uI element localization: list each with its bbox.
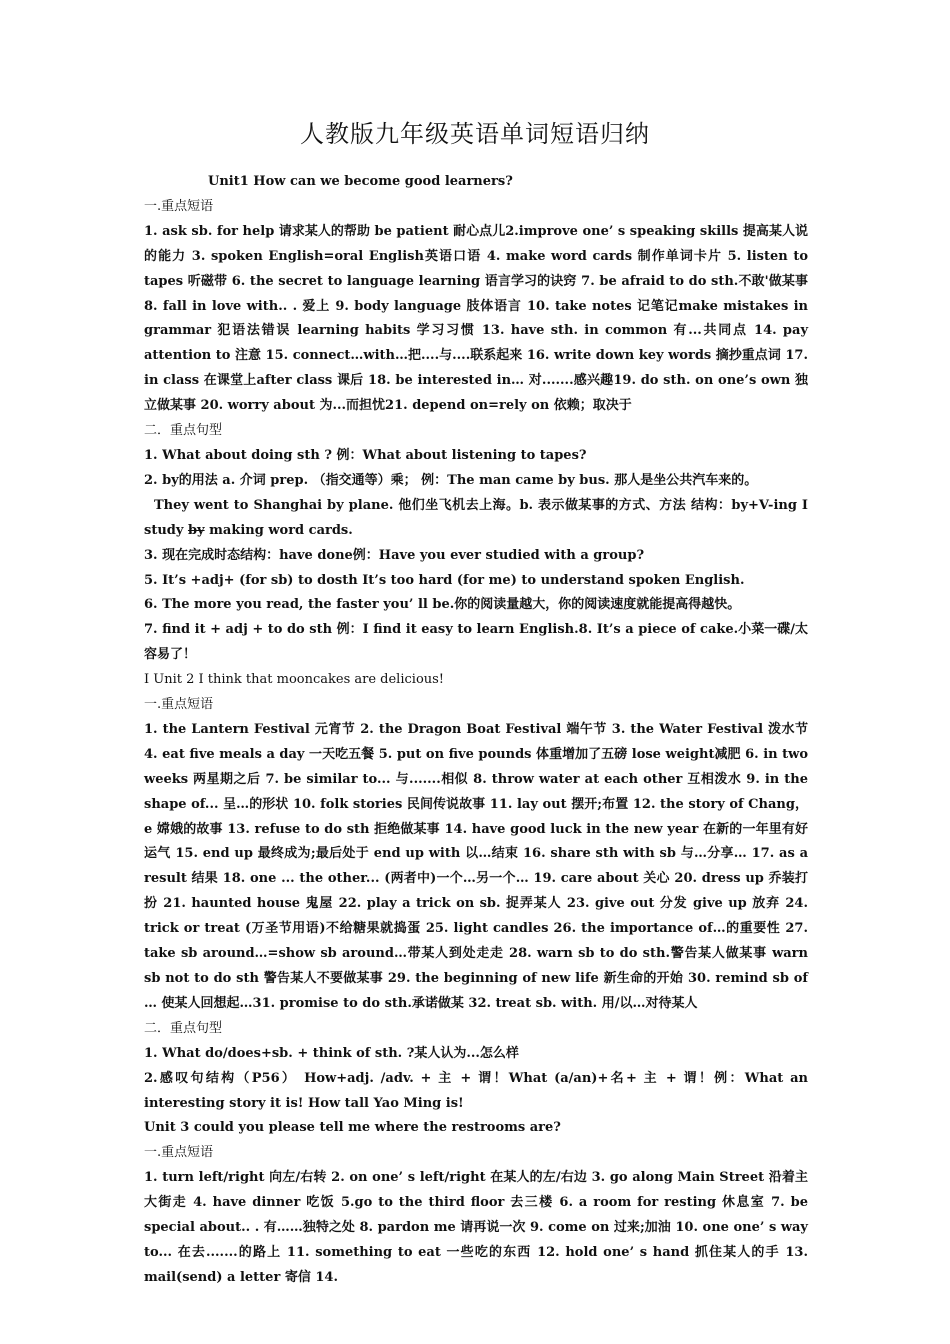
unit2-sentences-heading: 二．重点句型 xyxy=(144,1020,223,1036)
unit1-heading: Unit1 How can we become good learners? xyxy=(208,174,513,189)
unit2-sentence-2: 2.感叹句结构（P56） How+adj. /adv. + 主 + 谓！What (a/an)+名+ 主 + 谓！例：What an interesting story it is! How tall Yao Ming is! xyxy=(144,1070,808,1111)
unit3-heading: Unit 3 could you please tell me where the restrooms are? xyxy=(144,1120,561,1136)
unit1-sentence-1: 1. What about doing sth ? 例：What about listening to tapes? xyxy=(144,447,587,463)
unit1-sentence-6: 6. The more you read, the faster you’ ll be.你的阅读量越大，你的阅读速度就能提高得越快。 xyxy=(144,597,741,613)
unit2-phrases-heading: 一.重点短语 xyxy=(144,697,214,713)
unit1-sentence-5: 5. It’s +adj+ (for sb) to dosth It’s too hard (for me) to understand spoken English. xyxy=(144,572,745,588)
unit1-sentences-heading: 二．重点句型 xyxy=(144,423,223,439)
unit1-phrases-heading: 一.重点短语 xyxy=(144,198,214,214)
unit2-sentence-1: 1. What do/does+sb. + think of sth. ?某人认为...怎么样 xyxy=(144,1045,519,1061)
unit3-phrases: 1. turn left/right 向左/右转 2. on one’ s left/right 在某人的左/右边 3. go along Main Street 沿着主大街走 4. have dinner 吃饭 5.go to the third floor 去三楼 6. a room for resting 休息室 7. be special about.. . 有……独特之处 8. pardon me 请再说一次 9. come on 过来;加油 10. one one’ s way to... 在去.......的路上 11. something to eat 一些吃的东西 12. hold one’ s hand 抓住某人的手 13. mail(send) a letter 寄信 14. xyxy=(144,1170,808,1285)
struck-word: by xyxy=(187,522,205,538)
unit1-sentence-7: 7. find it + adj + to do sth 例：I find it easy to learn English.8. It’s a piece of cake.小菜一碟/太容易了！ xyxy=(144,622,808,663)
unit1-sentence-2b-tail: making word cards. xyxy=(204,522,353,538)
document-body xyxy=(144,170,808,1291)
page-title: 人教版九年级英语单词短语归纳 xyxy=(300,120,650,148)
unit2-phrases: 1. the Lantern Festival 元宵节 2. the Dragon Boat Festival 端午节 3. the Water Festival 泼水节 4. eat five meals a day 一天吃五餐 5. put on five pounds 体重增加了五磅 lose weight减肥 6. in two weeks 两星期之后 7. be similar to... 与.......相似 8. throw water at each other 互相泼水 9. in the shape of... 呈…的形状 10. folk stories 民间传说故事 11. lay out 摆开;布置 12. the story of Chang，e 嫦娥的故事 13. refuse to do sth 拒绝做某事 14. have good luck in the new year 在新的一年里有好运气 15. end up 最终成为;最后处于 end up with 以…结束 16. share sth with sb 与…分享… 17. as a result 结果 18. one ... the other... (两者中)一个…另一个… 19. care about 关心 20. dress up 乔装打扮 21. haunted house 鬼屋 22. play a trick on sb. 捉弄某人 23. give out 分发 give up 放弃 24. trick or treat (万圣节用语)不给糖果就捣蛋 25. light candles 26. the importance of…的重要性 27. take sb around…=show sb around…带某人到处走走 28. warn sb to do sth.警告某人做某事 warn sb not to do sth 警告某人不要做某事 29. the beginning of new life 新生命的开始 30. remind sb of … 使某人回想起…31. promise to do sth.承诺做某 32. treat sb. with. 用/以…对待某人 xyxy=(144,721,808,1011)
unit3-phrases-heading: 一.重点短语 xyxy=(144,1145,214,1161)
unit1-sentence-3: 3. 现在完成时态结构：have done例：Have you ever studied with a group? xyxy=(144,547,645,563)
unit1-sentence-2a: 2. by的用法 a. 介词 prep. （指交通等）乘； 例：The man came by bus. 那人是坐公共汽车来的。 xyxy=(144,472,758,488)
unit2-heading: I Unit 2 I think that mooncakes are delicious! xyxy=(144,672,445,688)
unit1-phrases: 1. ask sb. for help 请求某人的帮助 be patient 耐心点儿2.improve one’ s speaking skills 提高某人说的能力 3. spoken English=oral English英语口语 4. make word cards 制作单词卡片 5. listen to tapes 听磁带 6. the secret to language learning 语言学习的诀窍 7. be afraid to do sth.不敢'做某事 8. fall in love with.. . 爱上 9. body language 肢体语言 10. take notes 记笔记make mistakes in grammar 犯语法错误 learning habits 学习习惯 13. have sth. in common 有...共同点 14. pay attention to 注意 15. connect…with…把....与....联系起来 16. write down key words 摘抄重点词 17. in class 在课堂上after class 课后 18. be interested in… 对.......感兴趣19. do sth. on one’s own 独立做某事 20. worry about 为...而担忧21. depend on=rely on 依赖；取决于 xyxy=(144,223,808,414)
unit1-sentence-2b xyxy=(144,494,808,544)
unit1-sentence-2b-text: They went to Shanghai by plane. 他们坐飞机去上海。b. 表示做某事的方式、方法 结构：by+V-ing I study xyxy=(144,497,808,538)
